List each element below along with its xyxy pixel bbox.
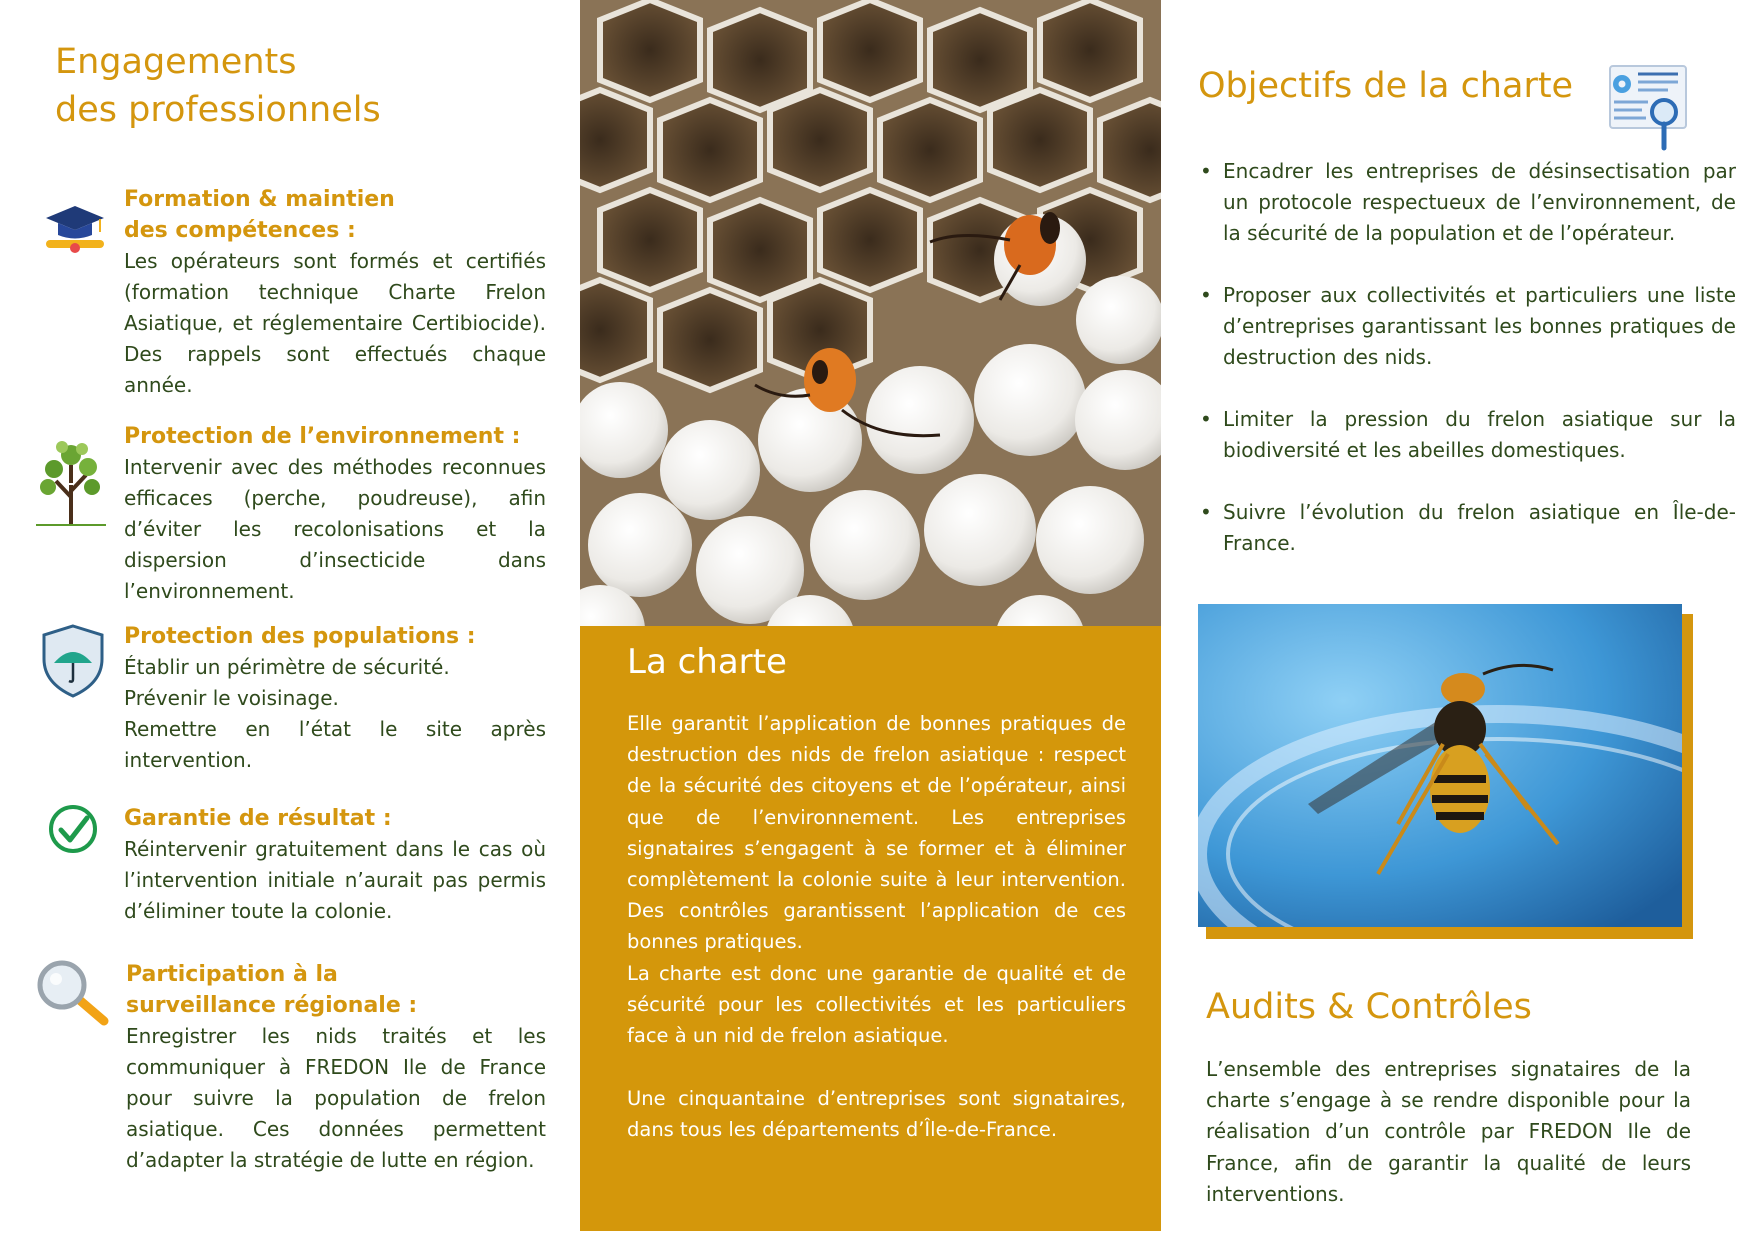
engagement-title: Protection de l’environnement : [124, 424, 521, 449]
audit-title: Audits & Contrôles [1206, 987, 1532, 1027]
objective-item: • Encadrer les entreprises de désinsectisation par un protocole respectueux de l’environnement, de la sécurité de la population et de l’opérateur. [1200, 156, 1736, 250]
engagement-text: Enregistrer les nids traités et les communiquer à FREDON Ile de France pour suivre la population de frelon asiatique. Ces données permettent d’adapter la stratégie de lutte en région. [126, 1024, 546, 1172]
hornet-nest-photo [580, 0, 1161, 626]
bullet-icon: • [1200, 500, 1212, 524]
charte-title: La charte [627, 642, 787, 682]
objective-item: • Proposer aux collectivités et particuliers une liste d’entreprises garantissant les bonnes pratiques de destruction des nids. [1200, 280, 1736, 374]
magnifier-icon [34, 959, 110, 1027]
objective-item: • Limiter la pression du frelon asiatique sur la biodiversité et les abeilles domestiques. [1200, 404, 1736, 466]
engagement-title: Garantie de résultat : [124, 806, 392, 831]
engagement-title: Formation & maintien des compétences : [124, 187, 395, 243]
charte-paragraph: Elle garantit l’application de bonnes pratiques de destruction des nids de frelon asiatique : respect de la sécurité des citoyens et de l’opérateur, ainsi que de l’environnement. Les entreprises signataires s’engagent à se former et à éliminer complètement la colonie suite à leur intervention. Des contrôles garantissent l’application de ces bonnes pratiques. [627, 712, 1126, 954]
charte-paragraph: Une cinquantaine d’entreprises sont signataires, dans tous les départements d’Île-de-France. [627, 1087, 1126, 1142]
bullet-icon: • [1200, 159, 1212, 183]
graduation-cap-icon [44, 204, 106, 254]
check-circle-icon [47, 803, 99, 855]
engagement-title: Protection des populations : [124, 624, 476, 649]
engagement-text: Intervenir avec des méthodes reconnues efficaces (perche, poudreuse), afin d’éviter les recolonisations et la dispersion d’insecticide dans l’environnement. [124, 455, 546, 603]
engagement-text: Réintervenir gratuitement dans le cas où l’intervention initiale n’aurait pas permis d’éliminer toute la colonie. [124, 837, 546, 923]
bullet-icon: • [1200, 407, 1212, 431]
document-settings-icon [1602, 62, 1690, 152]
engagement-text: Établir un périmètre de sécurité. Prévenir le voisinage. Remettre en l’état le site après intervention. [124, 655, 546, 772]
engagement-text: Les opérateurs sont formés et certifiés (formation technique Charte Frelon Asiatique, et réglementaire Certibiocide). Des rappels sont effectués chaque année. [124, 249, 546, 397]
audit-text: L’ensemble des entreprises signataires de la charte s’engage à se rendre disponible pour la réalisation d’un contrôle par FREDON Ile de France, afin de garantir la qualité de leurs interventions. [1206, 1057, 1691, 1206]
section-title-engagements: Engagements des professionnels [55, 42, 381, 130]
bullet-icon: • [1200, 283, 1212, 307]
objectives-title: Objectifs de la charte [1198, 66, 1574, 106]
objective-item: • Suivre l’évolution du frelon asiatique en Île-de-France. [1200, 497, 1736, 559]
charte-paragraph: La charte est donc une garantie de qualité et de sécurité pour les collectivités et les particuliers face à un nid de frelon asiatique. [627, 962, 1126, 1048]
engagement-title: Participation à la surveillance régionale : [126, 962, 418, 1018]
tree-icon [32, 435, 110, 527]
hornet-jar-photo [1198, 604, 1682, 927]
shield-umbrella-icon [40, 623, 106, 699]
